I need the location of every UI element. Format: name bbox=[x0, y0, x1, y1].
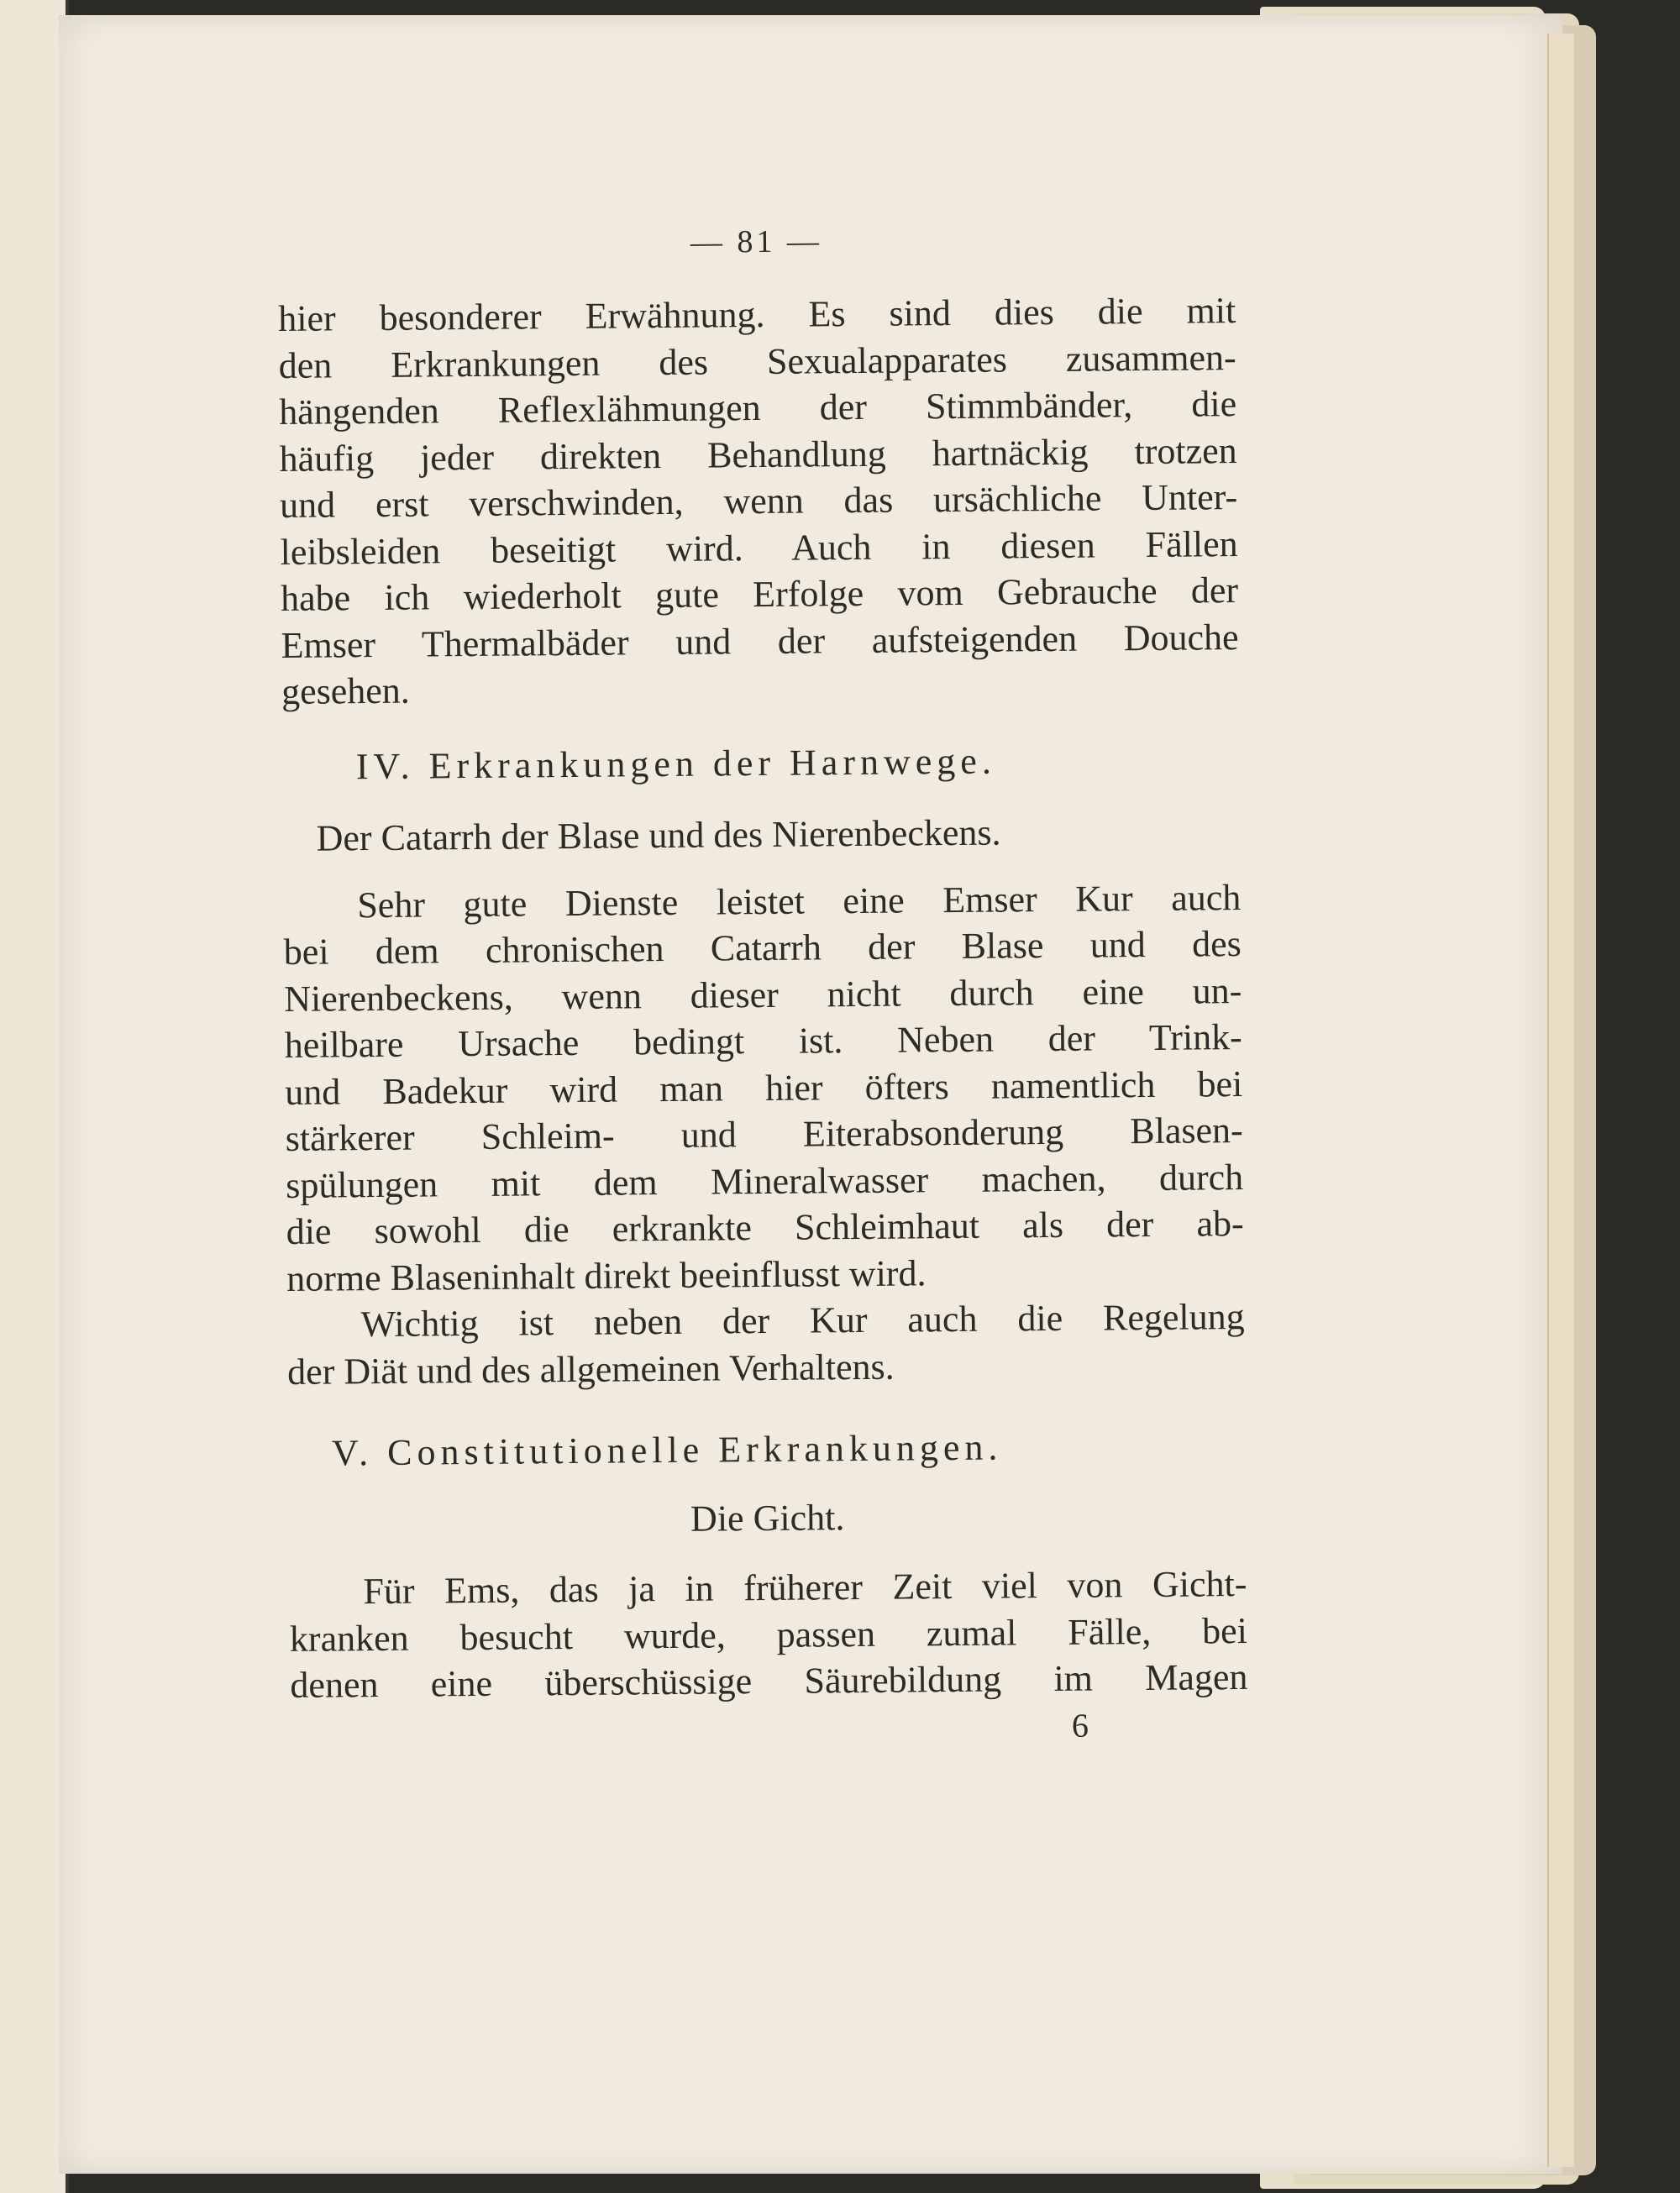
text-line: gesehen. bbox=[281, 669, 411, 712]
signature-mark: 6 bbox=[1071, 1706, 1089, 1744]
text-line: hängenden Reflexlähmungen der Stimmbänder, die bbox=[278, 383, 1237, 433]
paragraph-continuation bbox=[278, 287, 1239, 715]
text-line: heilbare Ursache bedingt ist. Neben der Trink- bbox=[284, 1016, 1242, 1066]
text-line: den Erkrankungen des Sexualapparates zusammen- bbox=[278, 336, 1236, 386]
text-line: Für Ems, das ja in früherer Zeit viel von Gicht- bbox=[363, 1562, 1247, 1613]
section-heading-harnwege: IV. Erkrankungen der Harnwege. bbox=[355, 740, 997, 787]
paragraph-catarrh bbox=[283, 874, 1244, 1302]
text-line: spülungen mit dem Mineralwasser machen, durch bbox=[286, 1156, 1244, 1206]
text-line: denen eine überschüssige Säurebildung im Magen bbox=[290, 1655, 1248, 1706]
subheading-gicht: Die Gicht. bbox=[690, 1496, 845, 1540]
text-line: die sowohl die erkrankte Schleimhaut als der ab- bbox=[286, 1203, 1244, 1252]
text-line: Nierenbeckens, wenn dieser nicht durch eine un- bbox=[284, 969, 1242, 1020]
text-line: der Diät und des allgemeinen Verhaltens. bbox=[286, 1346, 895, 1393]
section-heading-constitutionelle: V. Constitutionelle Erkrankungen. bbox=[331, 1426, 1003, 1474]
page-number-header: — 81 — bbox=[690, 223, 823, 260]
text-line: kranken besucht wurde, passen zumal Fälle, bei bbox=[289, 1609, 1248, 1660]
text-line: häufig jeder direkten Behandlung hartnäckig trotzen bbox=[279, 429, 1237, 480]
text-line: Emser Thermalbäder und der aufsteigenden Douche bbox=[281, 616, 1239, 666]
page-body bbox=[278, 287, 1248, 1755]
text-line: habe ich wiederholt gute Erfolge vom Gebrauche der bbox=[280, 569, 1239, 619]
paragraph-gicht bbox=[289, 1561, 1247, 1708]
paragraph-diet bbox=[286, 1293, 1245, 1395]
text-line: stärkerer Schleim- und Eiterabsonderung Blasen- bbox=[285, 1110, 1243, 1159]
subheading-catarrh: Der Catarrh der Blase und des Nierenbeckens. bbox=[316, 811, 1001, 859]
text-line: Wichtig ist neben der Kur auch die Regelung bbox=[360, 1296, 1245, 1346]
text-line: norme Blaseninhalt direkt beeinflusst wird. bbox=[286, 1251, 927, 1299]
text-line: und Badekur wird man hier öfters namentlich bei bbox=[285, 1062, 1243, 1113]
text-line: hier besonderer Erwähnung. Es sind dies die mit bbox=[278, 290, 1236, 339]
page-fore-edge bbox=[1547, 34, 1574, 2167]
text-line: leibsleiden beseitigt wird. Auch in diesen Fällen bbox=[280, 522, 1238, 573]
text-line: bei dem chronischen Catarrh der Blase und des bbox=[283, 923, 1242, 973]
text-line: und erst verschwinden, wenn das ursächliche Unter- bbox=[279, 476, 1238, 526]
text-line: Sehr gute Dienste leistet eine Emser Kur auch bbox=[357, 876, 1242, 926]
